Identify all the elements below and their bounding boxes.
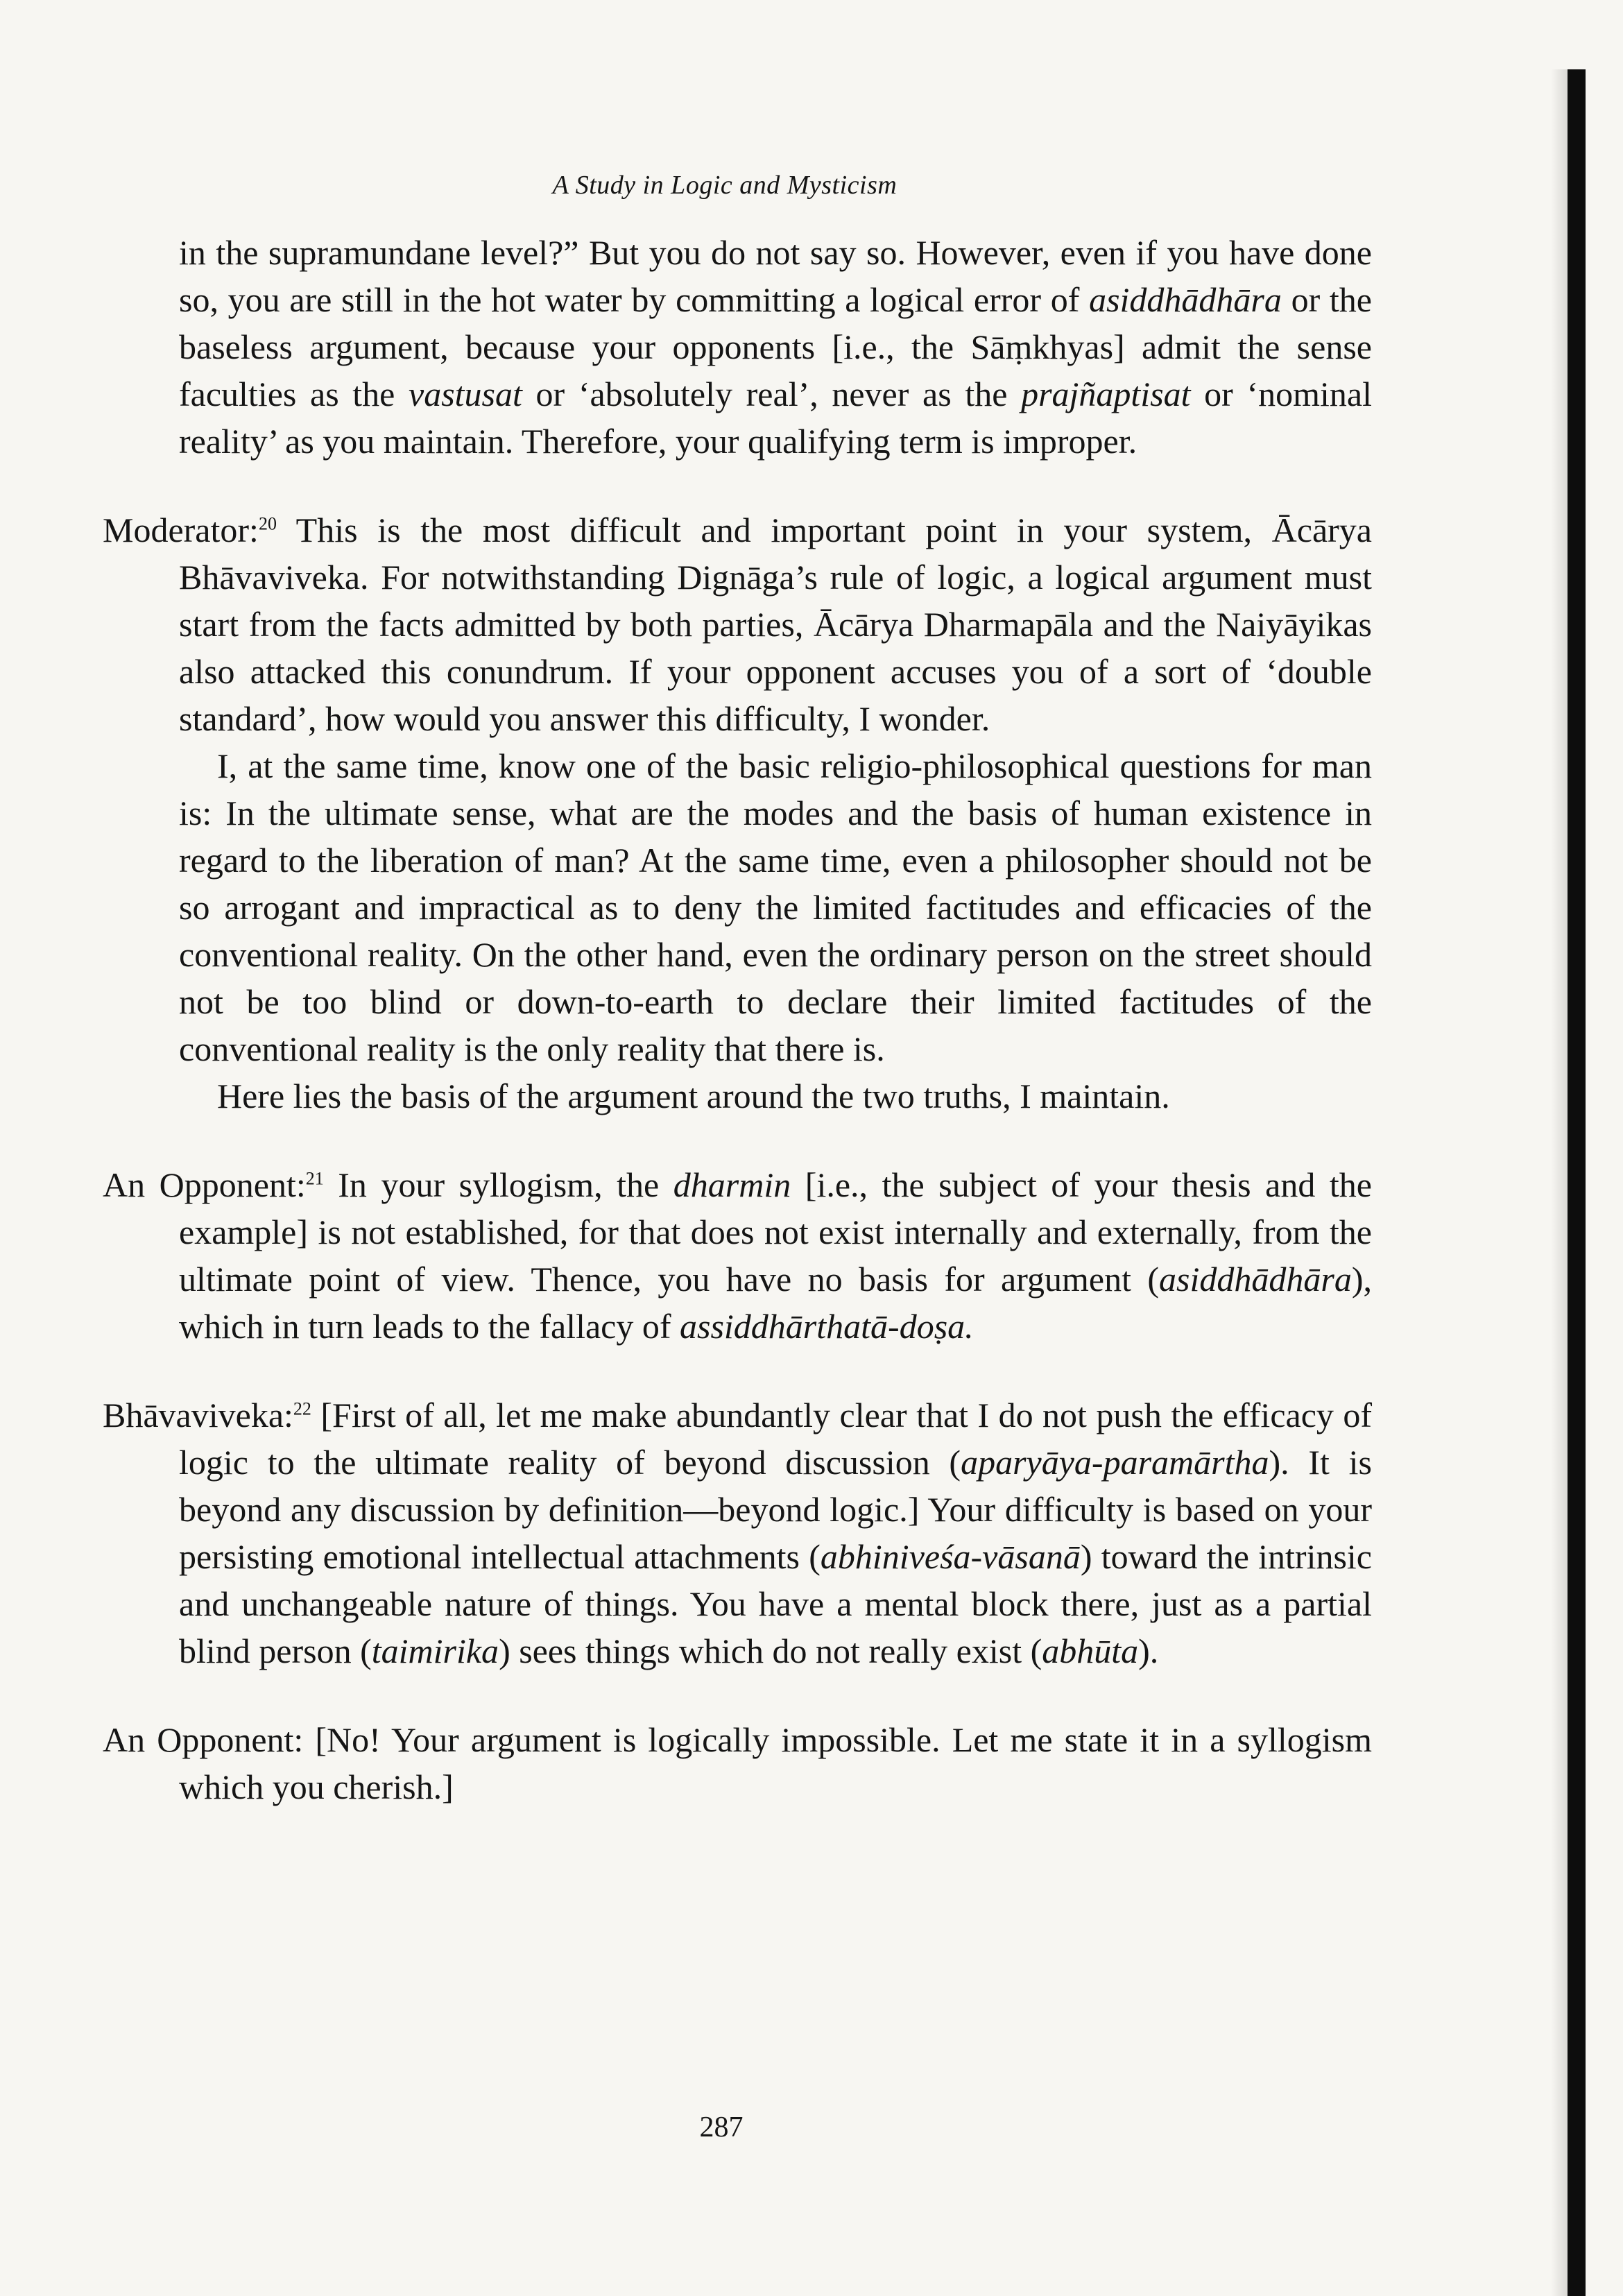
footnote-ref: 20: [258, 513, 277, 534]
footnote-ref: 21: [305, 1168, 324, 1189]
speaker-label: Moderator:$^{20}$: [103, 511, 277, 549]
moderator-paragraph-2: I, at the same time, know one of the basic religio-philosophical questions for man is: In the ultimate sense, what are the modes and the basis of human existence in regard to the liberation of man? At the same time, even a philosopher should not be so arrogant and impractical as to deny the limited factitudes and efficacies of the conventional reality. On the other hand, even the ordinary person on the street should not be too blind or down-to-earth to declare their limited factitudes of the conventional reality is the only reality that there is.: [179, 746, 1372, 1068]
footnote-ref: 22: [293, 1398, 311, 1419]
binding-shadow: [1551, 69, 1568, 2296]
dialogue-entry-opponent: An Opponent:$^{21}$ In your syllogism, the dharmin [i.e., the subject of your thesis and the example] is not established, for that does not exist internally and externally, from the ultimate point of view. Thence, you have no basis for argument (asiddhādhāra), which in turn leads to the fallacy of assiddhārthatā-doṣa.: [103, 1165, 1372, 1346]
body-text: [103, 229, 1372, 1810]
dialogue-entry-opponent-2: An Opponent: [No! Your argument is logically impossible. Let me state it in a syllogism which you cherish.]: [103, 1720, 1372, 1806]
speaker-label: Bhāvaviveka:$^{22}$: [103, 1396, 311, 1434]
binding-edge: [1568, 69, 1586, 2296]
dialogue-entry-moderator: Moderator:$^{20}$ This is the most difficult and important point in your system, Ācārya Bhāvaviveka. For notwithstanding Dignāga’s rule of logic, a logical argument must start from the facts admitted by both parties, Ācārya Dharmapāla and the Naiyāyikas also attacked this conundrum. If your opponent accuses you of a sort of ‘double standard’, how would you answer this difficulty, I wonder.: [103, 511, 1372, 738]
page-number: 287: [699, 2111, 744, 2143]
moderator-paragraph-3: Here lies the basis of the argument around the two truths, I maintain.: [217, 1077, 1170, 1115]
dialogue-entry-bhavaviveka: Bhāvaviveka:$^{22}$ [First of all, let me make abundantly clear that I do not push the efficacy of logic to the ultimate reality of beyond discussion (aparyāya-paramārtha). It is beyond any discussion by definition—beyond logic.] Your difficulty is based on your persisting emotional intellectual attachments (abhiniveśa-vāsanā) toward the intrinsic and unchangeable nature of things. You have a mental block there, just as a partial blind person (taimirika) sees things which do not really exist (abhūta).: [103, 1396, 1372, 1670]
running-head: A Study in Logic and Mysticism: [552, 171, 898, 200]
speaker-label: An Opponent:$^{21}$: [103, 1165, 324, 1204]
paragraph-continuation: in the supramundane level?” But you do not say so. However, even if you have done so, you are still in the hot water by committing a logical error of asiddhādhāra or the baseless argument, because your opponents [i.e., the Sāṃkhyas] admit the sense faculties as the vastusat or ‘absolutely real’, never as the prajñaptisat or ‘nominal reality’ as you maintain. Therefore, your qualifying term is improper.: [179, 233, 1372, 461]
speaker-label: An Opponent:: [103, 1720, 304, 1759]
